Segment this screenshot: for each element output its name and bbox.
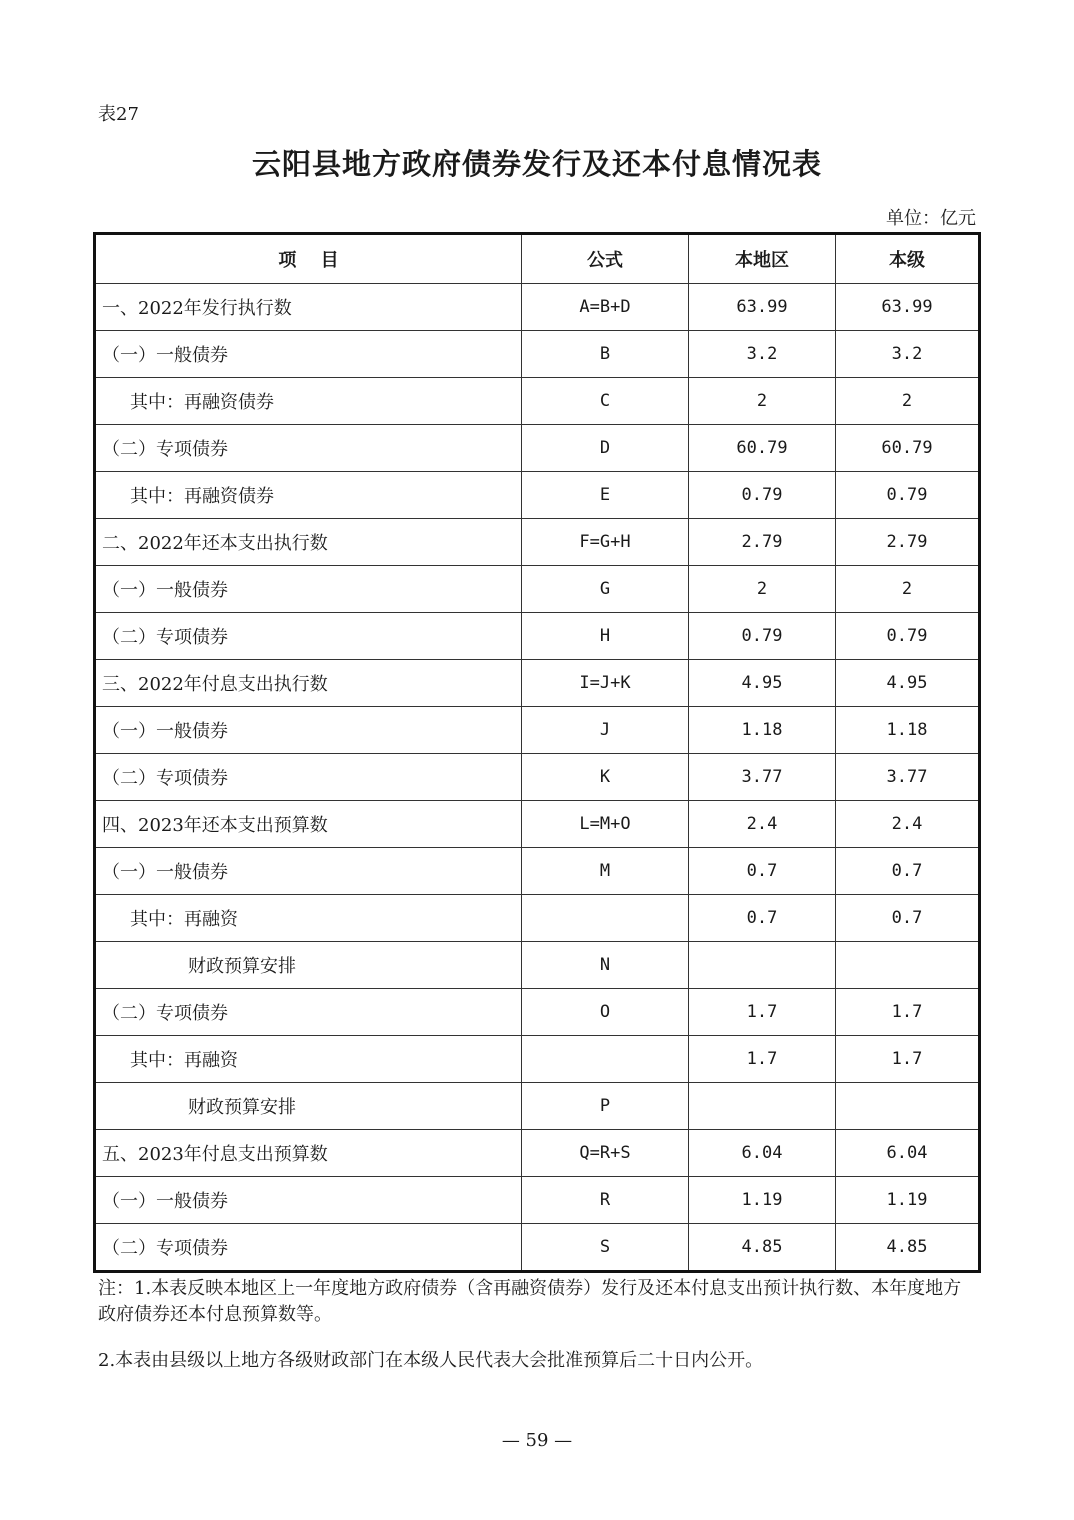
table-row <box>95 1224 980 1272</box>
row-item: 三、2022年付息支出执行数 <box>95 660 522 707</box>
row-item: 二、2022年还本支出执行数 <box>95 519 522 566</box>
header-item: 项 目 <box>95 234 522 284</box>
row-item: 财政预算安排 <box>95 942 522 989</box>
table-row <box>95 519 980 566</box>
row-local-value: 0.79 <box>689 613 836 660</box>
row-formula <box>522 1036 689 1083</box>
table-row <box>95 895 980 942</box>
row-formula <box>522 895 689 942</box>
row-item: （一）一般债券 <box>95 707 522 754</box>
row-item: （二）专项债券 <box>95 613 522 660</box>
row-formula: S <box>522 1224 689 1272</box>
table-row <box>95 613 980 660</box>
row-item: （一）一般债券 <box>95 331 522 378</box>
table-row <box>95 660 980 707</box>
unit-label: 单位：亿元 <box>886 208 976 229</box>
table-row <box>95 472 980 519</box>
row-level-value: 4.95 <box>836 660 980 707</box>
row-formula: K <box>522 754 689 801</box>
row-local-value: 3.2 <box>689 331 836 378</box>
row-level-value: 0.79 <box>836 472 980 519</box>
row-level-value: 0.7 <box>836 895 980 942</box>
row-level-value: 3.77 <box>836 754 980 801</box>
row-local-value: 2.4 <box>689 801 836 848</box>
row-formula: D <box>522 425 689 472</box>
table-row <box>95 707 980 754</box>
row-local-value: 4.85 <box>689 1224 836 1272</box>
row-formula: A=B+D <box>522 284 689 331</box>
row-formula: J <box>522 707 689 754</box>
row-local-value: 0.7 <box>689 848 836 895</box>
row-item: （二）专项债券 <box>95 754 522 801</box>
row-local-value: 1.7 <box>689 1036 836 1083</box>
row-level-value: 63.99 <box>836 284 980 331</box>
debt-table <box>93 232 981 1273</box>
row-level-value: 0.79 <box>836 613 980 660</box>
row-local-value: 63.99 <box>689 284 836 331</box>
row-formula: M <box>522 848 689 895</box>
row-formula: O <box>522 989 689 1036</box>
table-row <box>95 1177 980 1224</box>
table-row <box>95 942 980 989</box>
row-level-value: 1.18 <box>836 707 980 754</box>
row-item: （二）专项债券 <box>95 425 522 472</box>
page-number: — 59 — <box>501 1430 573 1451</box>
row-item: 四、2023年还本支出预算数 <box>95 801 522 848</box>
row-level-value: 1.7 <box>836 989 980 1036</box>
row-item: 其中：再融资债券 <box>95 378 522 425</box>
row-item: （二）专项债券 <box>95 1224 522 1272</box>
table-row <box>95 754 980 801</box>
row-formula: B <box>522 331 689 378</box>
row-level-value: 1.19 <box>836 1177 980 1224</box>
row-formula: L=M+O <box>522 801 689 848</box>
row-local-value: 6.04 <box>689 1130 836 1177</box>
table-notes <box>98 1276 978 1374</box>
row-level-value: 2.4 <box>836 801 980 848</box>
row-local-value: 0.79 <box>689 472 836 519</box>
row-item: 五、2023年付息支出预算数 <box>95 1130 522 1177</box>
row-level-value <box>836 1083 980 1130</box>
row-local-value: 1.7 <box>689 989 836 1036</box>
row-level-value: 60.79 <box>836 425 980 472</box>
table-row <box>95 331 980 378</box>
row-local-value: 2.79 <box>689 519 836 566</box>
row-local-value: 2 <box>689 378 836 425</box>
row-item: （一）一般债券 <box>95 848 522 895</box>
row-item: 其中：再融资 <box>95 895 522 942</box>
note-1: 注：1.本表反映本地区上一年度地方政府债券（含再融资债券）发行及还本付息支出预计执行数、本年度地方政府债券还本付息预算数等。 <box>98 1278 962 1325</box>
row-local-value: 0.7 <box>689 895 836 942</box>
row-level-value: 1.7 <box>836 1036 980 1083</box>
table-number: 表27 <box>98 104 139 125</box>
table-header-row <box>95 234 980 284</box>
row-level-value: 2 <box>836 378 980 425</box>
table-row <box>95 566 980 613</box>
debt-table-container <box>93 232 978 1273</box>
row-level-value <box>836 942 980 989</box>
row-level-value: 3.2 <box>836 331 980 378</box>
table-row <box>95 1083 980 1130</box>
row-level-value: 2 <box>836 566 980 613</box>
table-row <box>95 989 980 1036</box>
table-row <box>95 1130 980 1177</box>
table-row <box>95 425 980 472</box>
header-formula: 公式 <box>522 234 689 284</box>
row-formula: F=G+H <box>522 519 689 566</box>
row-local-value <box>689 1083 836 1130</box>
row-item: （一）一般债券 <box>95 566 522 613</box>
row-formula: Q=R+S <box>522 1130 689 1177</box>
row-local-value: 2 <box>689 566 836 613</box>
row-level-value: 4.85 <box>836 1224 980 1272</box>
document-title: 云阳县地方政府债券发行及还本付息情况表 <box>251 147 822 181</box>
row-formula: N <box>522 942 689 989</box>
row-formula: G <box>522 566 689 613</box>
row-item: （二）专项债券 <box>95 989 522 1036</box>
row-local-value: 3.77 <box>689 754 836 801</box>
row-item: 一、2022年发行执行数 <box>95 284 522 331</box>
row-local-value: 60.79 <box>689 425 836 472</box>
row-level-value: 6.04 <box>836 1130 980 1177</box>
row-formula: P <box>522 1083 689 1130</box>
row-formula: H <box>522 613 689 660</box>
row-formula: R <box>522 1177 689 1224</box>
row-level-value: 2.79 <box>836 519 980 566</box>
row-local-value: 4.95 <box>689 660 836 707</box>
header-local: 本地区 <box>689 234 836 284</box>
table-row <box>95 378 980 425</box>
row-formula: C <box>522 378 689 425</box>
row-local-value <box>689 942 836 989</box>
row-formula: E <box>522 472 689 519</box>
row-local-value: 1.18 <box>689 707 836 754</box>
table-row <box>95 1036 980 1083</box>
table-row <box>95 848 980 895</box>
row-formula: I=J+K <box>522 660 689 707</box>
table-row <box>95 801 980 848</box>
table-row <box>95 284 980 331</box>
row-item: （一）一般债券 <box>95 1177 522 1224</box>
row-item: 其中：再融资债券 <box>95 472 522 519</box>
row-level-value: 0.7 <box>836 848 980 895</box>
note-2: 2.本表由县级以上地方各级财政部门在本级人民代表大会批准预算后二十日内公开。 <box>98 1350 764 1371</box>
row-local-value: 1.19 <box>689 1177 836 1224</box>
row-item: 财政预算安排 <box>95 1083 522 1130</box>
row-item: 其中：再融资 <box>95 1036 522 1083</box>
header-level: 本级 <box>836 234 980 284</box>
